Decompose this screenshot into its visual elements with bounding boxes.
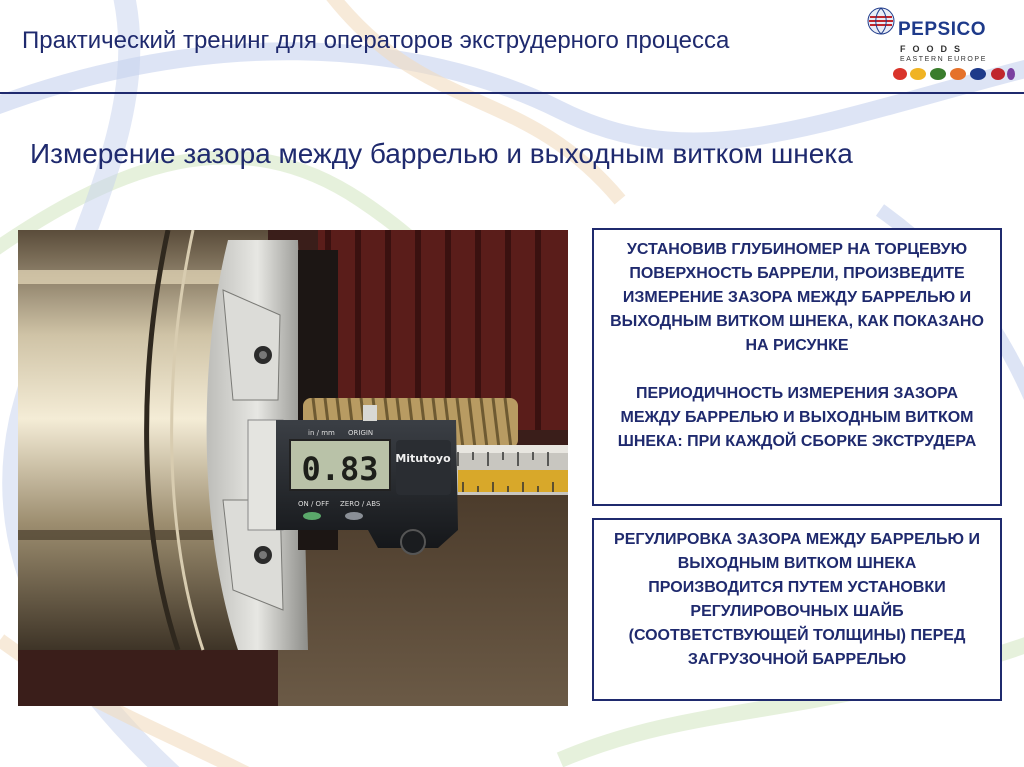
- pepsico-logo: [866, 4, 1016, 86]
- measurement-photo: [18, 230, 568, 706]
- header-divider: [0, 92, 1024, 94]
- instruction-box-adjustment: [592, 518, 1002, 701]
- instruction-box-measurement: [592, 228, 1002, 506]
- caliper-readout: 0.83: [301, 450, 379, 488]
- logo-region-text: EASTERN EUROPE: [900, 56, 987, 63]
- caliper-brand-label: Mitutoyo: [395, 452, 451, 465]
- logo-foods-text: FOODS: [900, 44, 968, 54]
- pepsico-globe-icon: [866, 6, 896, 36]
- brand-logos-strip: [892, 66, 1016, 82]
- caliper-origin-label: ORIGIN: [348, 429, 374, 437]
- adjustment-instruction-text: РЕГУЛИРОВКА ЗАЗОРА МЕЖДУ БАРРЕЛЬЮ И ВЫХОДНЫМ ВИТКОМ ШНЕКА ПРОИЗВОДИТСЯ ПУТЕМ УСТАНОВКИ РЕГУЛИРОВОЧНЫХ ШАЙБ (СООТВЕТСТВУЮЩЕЙ ТОЛЩИНЫ) ПЕРЕД ЗАГРУЗОЧНОЙ БАРРЕЛЬЮ: [614, 531, 980, 668]
- caliper-onoff-label: ON / OFF: [298, 500, 330, 508]
- caliper-zero-label: ZERO / ABS: [340, 500, 381, 508]
- measurement-instruction-text: УСТАНОВИВ ГЛУБИНОМЕР НА ТОРЦЕВУЮ ПОВЕРХНОСТЬ БАРРЕЛИ, ПРОИЗВЕДИТЕ ИЗМЕРЕНИЕ ЗАЗОРА МЕЖДУ БАРРЕЛЬЮ И ВЫХОДНЫМ ВИТКОМ ШНЕКА, КАК ПОКАЗАНО НА РИСУНКЕ: [610, 241, 984, 354]
- header-title: Практический тренинг для операторов экструдерного процесса: [22, 27, 730, 54]
- caliper-unit-label: in / mm: [308, 429, 335, 437]
- logo-brand-text: PEPSICO: [898, 19, 986, 40]
- slide-title: Измерение зазора между баррелью и выходным витком шнека: [30, 138, 853, 169]
- measurement-frequency-text: ПЕРИОДИЧНОСТЬ ИЗМЕРЕНИЯ ЗАЗОРА МЕЖДУ БАРРЕЛЬЮ И ВЫХОДНЫМ ВИТКОМ ШНЕКА: ПРИ КАЖДОЙ СБОРКЕ ЭКСТРУДЕРА: [617, 385, 977, 450]
